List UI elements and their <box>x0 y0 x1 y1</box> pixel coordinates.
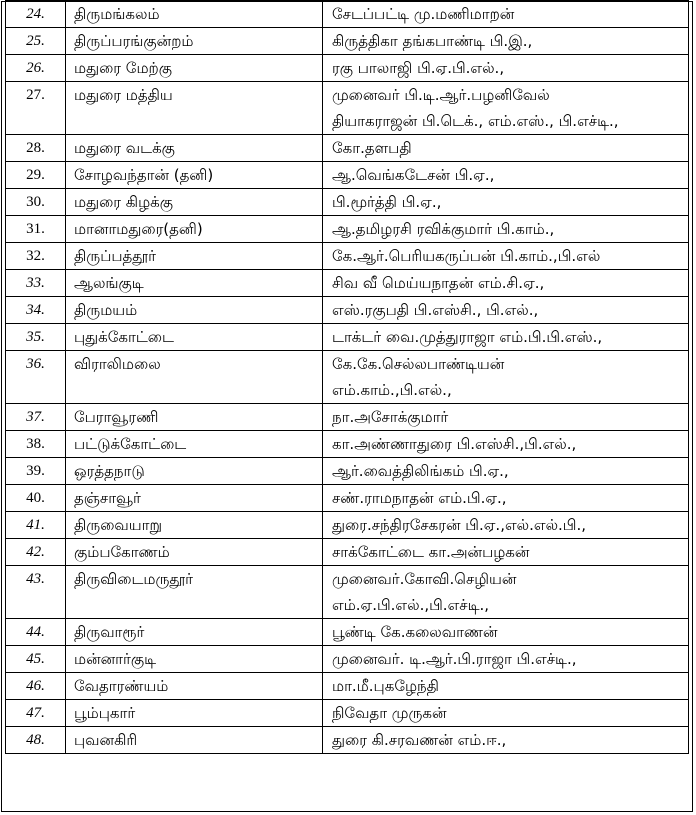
table-row <box>6 458 689 485</box>
candidate-name <box>323 727 689 754</box>
table-row <box>6 351 689 404</box>
candidate-name-line: கோ.தளபதி <box>332 139 412 157</box>
serial-number: 27. <box>6 82 66 135</box>
candidate-name <box>323 297 689 324</box>
serial-number: 40. <box>6 485 66 512</box>
table-row <box>6 55 689 82</box>
candidate-name <box>323 485 689 512</box>
constituency-name: தஞ்சாவூர் <box>66 485 323 512</box>
candidate-name-line: சாக்கோட்டை கா.அன்பழகன் <box>332 543 530 561</box>
candidate-name <box>323 619 689 646</box>
constituency-name: திருப்பரங்குன்றம் <box>66 28 323 55</box>
serial-number: 44. <box>6 619 66 646</box>
constituency-name: மன்னார்குடி <box>66 646 323 673</box>
candidate-name-line: சிவ வீ மெய்யநாதன் எம்.சி.ஏ., <box>332 274 545 292</box>
constituency-name: வேதாரண்யம் <box>66 673 323 700</box>
serial-number: 28. <box>6 135 66 162</box>
constituency-name: திருமங்கலம் <box>66 1 323 28</box>
candidate-name-line: எம்.ஏ.பி.எல்.,பி.எச்டி., <box>332 596 490 614</box>
candidate-name <box>323 566 689 619</box>
candidate-name-line: நா.அசோக்குமார் <box>332 408 449 426</box>
candidate-name <box>323 270 689 297</box>
candidate-name <box>323 512 689 539</box>
candidate-name-line: முனைவர். டி.ஆர்.பி.ராஜா பி.எச்டி., <box>332 650 577 668</box>
serial-number: 41. <box>6 512 66 539</box>
serial-number: 25. <box>6 28 66 55</box>
candidate-name-line: சண்.ராமநாதன் எம்.பி.ஏ., <box>332 489 507 507</box>
candidate-name <box>323 673 689 700</box>
candidate-table-body <box>6 1 689 754</box>
candidate-name <box>323 82 689 135</box>
table-row <box>6 189 689 216</box>
candidate-name <box>323 324 689 351</box>
candidate-name <box>323 28 689 55</box>
candidate-name-line: மா.மீ.புகழேந்தி <box>332 677 439 695</box>
constituency-name: பேராவூரணி <box>66 404 323 431</box>
candidate-name-line: முனைவர் பி.டி.ஆர்.பழனிவேல் <box>332 86 550 104</box>
candidate-name-line: பூண்டி கே.கலைவாணன் <box>332 623 498 641</box>
serial-number: 36. <box>6 351 66 404</box>
candidate-name-line: துரை.சந்திரசேகரன் பி.ஏ.,எல்.எல்.பி., <box>332 516 587 534</box>
constituency-name: திருவாரூர் <box>66 619 323 646</box>
serial-number: 34. <box>6 297 66 324</box>
serial-number: 30. <box>6 189 66 216</box>
serial-number: 48. <box>6 727 66 754</box>
constituency-name: திருப்பத்தூர் <box>66 243 323 270</box>
candidate-name-line: எஸ்.ரகுபதி பி.எஸ்சி., பி.எல்., <box>332 301 539 319</box>
serial-number: 45. <box>6 646 66 673</box>
serial-number: 38. <box>6 431 66 458</box>
constituency-name: ஆலங்குடி <box>66 270 323 297</box>
serial-number: 43. <box>6 566 66 619</box>
constituency-name: திருவிடைமருதூர் <box>66 566 323 619</box>
table-row <box>6 619 689 646</box>
constituency-name: திருமயம் <box>66 297 323 324</box>
candidate-name-line: ரகு பாலாஜி பி.ஏ.பி.எல்., <box>332 59 505 77</box>
candidate-name-line: பி.மூர்த்தி பி.ஏ., <box>332 193 442 211</box>
constituency-name: புவனகிரி <box>66 727 323 754</box>
constituency-name: மானாமதுரை(தனி) <box>66 216 323 243</box>
candidate-name <box>323 216 689 243</box>
constituency-name: மதுரை மத்திய <box>66 82 323 135</box>
constituency-name: ஒரத்தநாடு <box>66 458 323 485</box>
serial-number: 32. <box>6 243 66 270</box>
constituency-name: மதுரை கிழக்கு <box>66 189 323 216</box>
candidate-name-line: துரை கி.சரவணன் எம்.ஈ., <box>332 731 507 749</box>
table-row <box>6 82 689 135</box>
candidate-name-line: டாக்டர் வை.முத்துராஜா எம்.பி.பி.எஸ்., <box>332 328 603 346</box>
table-row <box>6 700 689 727</box>
candidate-name <box>323 243 689 270</box>
table-row <box>6 162 689 189</box>
candidate-name-line: சேடப்பட்டி மு.மணிமாறன் <box>332 5 515 23</box>
table-row <box>6 216 689 243</box>
table-row <box>6 512 689 539</box>
serial-number: 35. <box>6 324 66 351</box>
constituency-name: புதுக்கோட்டை <box>66 324 323 351</box>
candidate-name <box>323 458 689 485</box>
candidate-name <box>323 351 689 404</box>
serial-number: 42. <box>6 539 66 566</box>
candidate-name <box>323 1 689 28</box>
table-row <box>6 646 689 673</box>
constituency-name: மதுரை வடக்கு <box>66 135 323 162</box>
table-row <box>6 431 689 458</box>
table-row <box>6 324 689 351</box>
serial-number: 24. <box>6 1 66 28</box>
table-row <box>6 485 689 512</box>
candidate-name-line: கா.அண்ணாதுரை பி.எஸ்சி.,பி.எல்., <box>332 435 577 453</box>
candidate-name-line: ஆர்.வைத்திலிங்கம் பி.ஏ., <box>332 462 509 480</box>
candidate-name-line: முனைவர்.கோவி.செழியன் <box>332 570 517 588</box>
serial-number: 31. <box>6 216 66 243</box>
table-row <box>6 270 689 297</box>
constituency-name: விராலிமலை <box>66 351 323 404</box>
candidate-name-line: நிவேதா முருகன் <box>332 704 447 722</box>
candidate-name-line: கே.ஆர்.பெரியகருப்பன் பி.காம்.,பி.எல் <box>332 247 601 265</box>
serial-number: 33. <box>6 270 66 297</box>
candidate-name-line: எம்.காம்.,பி.எல்., <box>332 381 452 399</box>
table-row <box>6 566 689 619</box>
constituency-name: திருவையாறு <box>66 512 323 539</box>
table-row <box>6 673 689 700</box>
constituency-name: பட்டுக்கோட்டை <box>66 431 323 458</box>
candidate-name-line: கே.கே.செல்லபாண்டியன் <box>332 355 505 373</box>
serial-number: 37. <box>6 404 66 431</box>
serial-number: 29. <box>6 162 66 189</box>
constituency-name: சோழவந்தான் (தனி) <box>66 162 323 189</box>
candidate-table <box>5 0 689 754</box>
constituency-name: பூம்புகார் <box>66 700 323 727</box>
table-row <box>6 1 689 28</box>
candidate-name-line: கிருத்திகா தங்கபாண்டி பி.இ., <box>332 32 533 50</box>
table-row <box>6 28 689 55</box>
candidate-name <box>323 539 689 566</box>
candidate-name <box>323 189 689 216</box>
candidate-name <box>323 646 689 673</box>
candidate-name-line: ஆ.வெங்கடேசன் பி.ஏ., <box>332 166 495 184</box>
candidate-name-line: தியாகராஜன் பி.டெக்., எம்.எஸ்., பி.எச்டி., <box>332 112 619 130</box>
serial-number: 46. <box>6 673 66 700</box>
table-row <box>6 539 689 566</box>
candidate-name-line: ஆ.தமிழரசி ரவிக்குமார் பி.காம்., <box>332 220 555 238</box>
table-row <box>6 135 689 162</box>
constituency-name: கும்பகோணம் <box>66 539 323 566</box>
table-row <box>6 727 689 754</box>
candidate-name <box>323 700 689 727</box>
serial-number: 39. <box>6 458 66 485</box>
candidate-name <box>323 135 689 162</box>
table-row <box>6 297 689 324</box>
serial-number: 26. <box>6 55 66 82</box>
candidate-name <box>323 55 689 82</box>
table-row <box>6 243 689 270</box>
candidate-name <box>323 162 689 189</box>
serial-number: 47. <box>6 700 66 727</box>
candidate-name <box>323 404 689 431</box>
table-row <box>6 404 689 431</box>
constituency-name: மதுரை மேற்கு <box>66 55 323 82</box>
candidate-name <box>323 431 689 458</box>
